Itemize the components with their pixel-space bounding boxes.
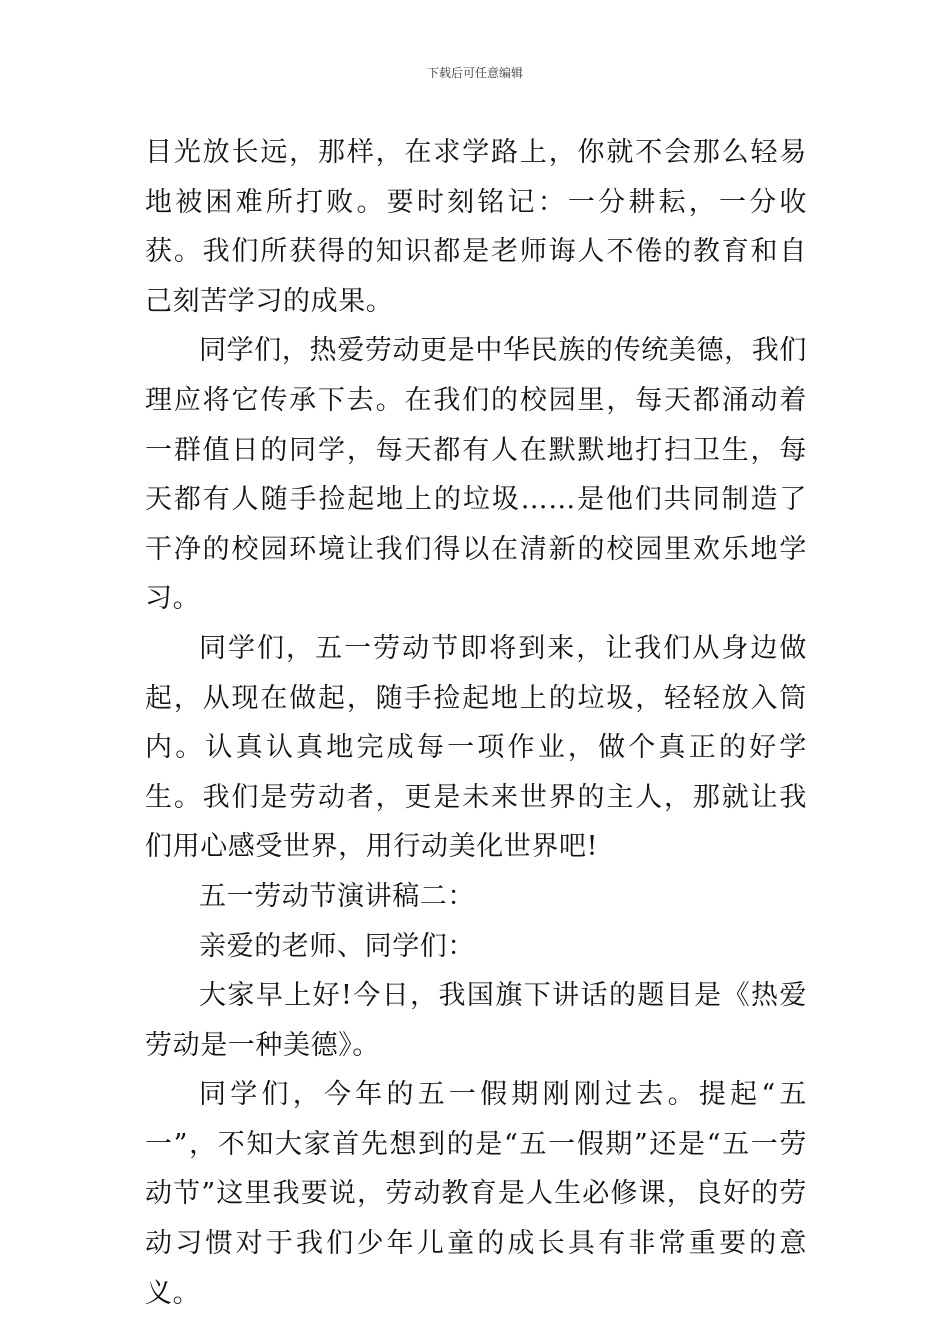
paragraph-3: 同学们，五一劳动节即将到来，让我们从身边做起，从现在做起，随手捡起地上的垃圾，轻轻放入筒内。认真认真地完成每一项作业，做个真正的好学生。我们是劳动者，更是未来世界的主人，那就让我们用心感受世界，用行动美化世界吧! bbox=[145, 632, 807, 863]
paragraph-6: 大家早上好!今日，我国旗下讲话的题目是《热爱劳动是一种美德》。 bbox=[145, 980, 807, 1061]
document-body bbox=[145, 128, 807, 1318]
page-header: 下载后可任意编辑 bbox=[426, 66, 523, 80]
paragraph-1: 目光放长远，那样，在求学路上，你就不会那么轻易地被困难所打败。要时刻铭记：一分耕耘，一分收获。我们所获得的知识都是老师诲人不倦的教育和自己刻苦学习的成果。 bbox=[145, 137, 807, 317]
section-heading: 五一劳动节演讲稿二： bbox=[199, 880, 475, 912]
salutation: 亲爱的老师、同学们： bbox=[199, 930, 475, 962]
paragraph-7: 同学们，今年的五一假期刚刚过去。提起“五一”，不知大家首先想到的是“五一假期”还是“五一劳动节”这里我要说，劳动教育是人生必修课，良好的劳动习惯对于我们少年儿童的成长具有非常重要的意义。 bbox=[145, 1079, 807, 1309]
paragraph-2: 同学们，热爱劳动更是中华民族的传统美德，我们理应将它传承下去。在我们的校园里，每天都涌动着一群值日的同学，每天都有人在默默地打扫卫生，每天都有人随手捡起地上的垃圾……是他们共同制造了干净的校园环境让我们得以在清新的校园里欢乐地学习。 bbox=[145, 335, 807, 615]
